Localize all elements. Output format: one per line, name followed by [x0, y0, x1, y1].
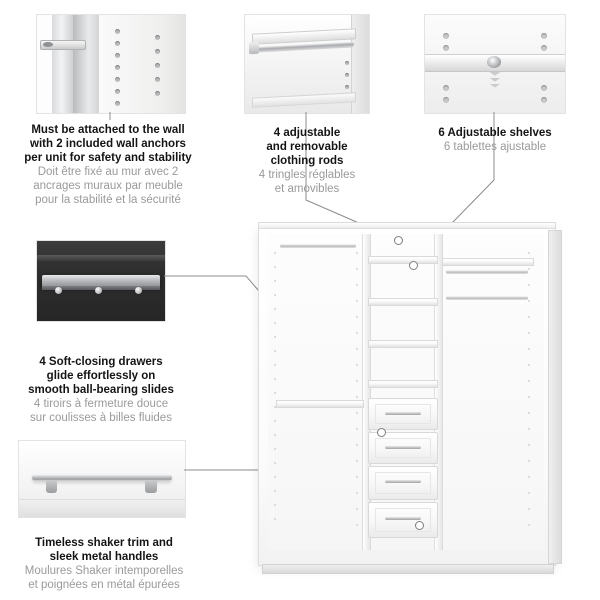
caption-soft-closing-drawers: [8, 355, 194, 425]
thumbnail-clothing-rod: [244, 14, 370, 114]
shelf-center-2: [368, 298, 438, 306]
peg-hole-column-right: [528, 252, 531, 532]
caption-fr-line: 4 tiroirs à fermeture douce: [33, 398, 169, 411]
drawer-handle[interactable]: [385, 480, 420, 483]
thumbnail-adjustable-shelf: [424, 14, 566, 114]
caption-fr-line: 6 tablettes ajustable: [443, 141, 547, 154]
shelf-center-3: [368, 340, 438, 348]
drawer-2[interactable]: [368, 432, 438, 464]
shelf-left-mid: [276, 400, 364, 408]
clothing-rod-right-mid: [446, 296, 528, 300]
caption-wall-anchor: [8, 123, 208, 207]
caption-en-line: Timeless shaker trim and: [35, 537, 173, 549]
caption-fr-line: pour la stabilité et la sécurité: [35, 194, 181, 207]
caption-adjustable-shelves: [414, 126, 576, 154]
drawer-1[interactable]: [368, 398, 438, 430]
caption-en-line: 4 adjustable: [273, 127, 341, 139]
drawer-handle[interactable]: [385, 412, 420, 415]
drawer-handle[interactable]: [385, 446, 420, 449]
caption-fr-line: et poignées en métal épurées: [28, 579, 180, 592]
caption-en-line: clothing rods: [270, 155, 344, 168]
shelf-center-1: [368, 256, 438, 264]
caption-fr-line: ancrages muraux par meuble: [33, 180, 183, 193]
marker-adjustable-shelf: [409, 261, 418, 270]
caption-fr-line: 4 tringles réglables: [258, 169, 356, 182]
caption-en-line: Must be attached to the wall: [31, 124, 185, 136]
caption-fr-line: sur coulisses à billes fluides: [30, 412, 172, 425]
caption-en-line: smooth ball-bearing slides: [28, 384, 174, 397]
marker-clothing-rod: [394, 236, 403, 245]
caption-shaker-trim-handles: [4, 536, 204, 592]
cabinet-right-side: [548, 230, 562, 564]
caption-en-line: 6 Adjustable shelves: [438, 127, 552, 139]
cabinet-plinth: [262, 564, 554, 574]
wardrobe-illustration: [246, 222, 566, 574]
drawer-4[interactable]: [368, 502, 438, 538]
shelf-center-4: [368, 380, 438, 388]
marker-handle: [415, 521, 424, 530]
caption-en-line: glide effortlessly on: [46, 370, 156, 383]
marker-drawer: [377, 428, 386, 437]
caption-en-line: sleek metal handles: [49, 551, 159, 564]
peg-hole-column-left: [274, 252, 277, 532]
caption-en-line: and removable: [266, 141, 348, 154]
caption-clothing-rods: [232, 126, 382, 196]
caption-fr-line: Moulures Shaker intemporelles: [24, 565, 184, 578]
thumbnail-metal-handle: [18, 440, 186, 518]
peg-hole-column-center: [356, 252, 359, 532]
caption-en-line: 4 Soft-closing drawers: [39, 356, 163, 368]
clothing-rod-right-top: [446, 270, 528, 274]
drawer-handle[interactable]: [385, 517, 420, 520]
clothing-rod-left-top: [280, 244, 356, 248]
thumbnail-drawer-slide: [36, 240, 166, 322]
caption-fr-line: et amovibles: [274, 183, 340, 196]
drawer-3[interactable]: [368, 466, 438, 500]
thumbnail-wall-anchor: [36, 14, 186, 114]
caption-en-line: per unit for safety and stability: [24, 152, 192, 165]
caption-en-line: with 2 included wall anchors: [30, 138, 186, 151]
shelf-right-top: [442, 258, 534, 266]
caption-fr-line: Doit être fixé au mur avec 2: [37, 166, 179, 179]
